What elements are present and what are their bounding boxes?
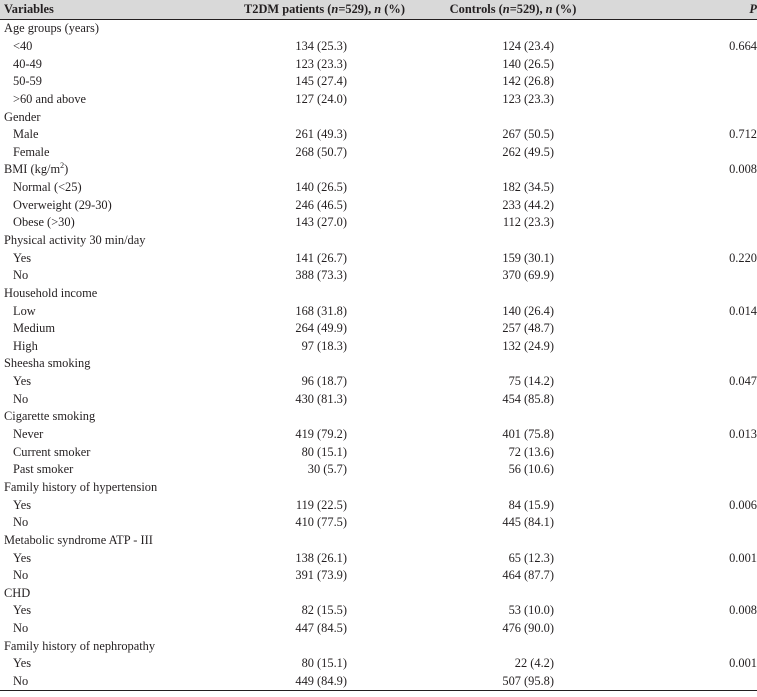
p-value-cell (627, 320, 757, 338)
variable-label: No (13, 674, 29, 689)
header-variables: Variables (0, 0, 244, 20)
variable-cell (0, 196, 244, 214)
variable-cell (0, 267, 244, 285)
header-t2dm-prefix: T2DM patients ( (244, 2, 332, 16)
controls-value-cell (399, 285, 627, 303)
t2dm-value-cell: 388 (73.3) (295, 268, 347, 283)
table-row-subcategory (0, 249, 757, 267)
table-row-subcategory (0, 443, 757, 461)
header-t2dm-suffix: (%) (381, 2, 405, 16)
variable-cell (0, 637, 244, 655)
variable-label: Male (13, 127, 39, 142)
p-value-cell (627, 585, 757, 603)
variable-label: Yes (13, 497, 32, 512)
variable-cell (0, 479, 244, 497)
controls-value-cell (399, 637, 627, 655)
t2dm-value-cell: 261 (49.3) (295, 127, 347, 142)
p-value-cell: 0.712 (729, 127, 757, 142)
p-value-cell: 0.014 (729, 303, 757, 318)
p-value-cell (627, 390, 757, 408)
t2dm-value-cell: 96 (18.7) (301, 374, 347, 389)
t2dm-value-cell: 246 (46.5) (295, 197, 347, 212)
table-row-subcategory (0, 143, 757, 161)
variable-label: No (13, 391, 29, 406)
header-controls (399, 0, 627, 20)
variable-label: Family history of hypertension (4, 479, 158, 494)
t2dm-value-cell (244, 108, 399, 126)
p-value-cell: 0.013 (729, 427, 757, 442)
table-row-subcategory (0, 461, 757, 479)
table-row-subcategory (0, 320, 757, 338)
table-row-subcategory (0, 514, 757, 532)
controls-value-cell: 476 (90.0) (502, 621, 554, 636)
variable-cell (0, 373, 244, 391)
p-value-cell (627, 637, 757, 655)
variable-label: Physical activity 30 min/day (4, 233, 146, 247)
variable-cell (0, 179, 244, 197)
t2dm-value-cell: 449 (84.9) (244, 673, 399, 691)
controls-value-cell: 123 (23.3) (502, 91, 554, 106)
variable-cell (0, 73, 244, 91)
t2dm-value-cell (244, 408, 399, 426)
t2dm-value-cell: 140 (26.5) (295, 180, 347, 195)
t2dm-value-cell (244, 232, 399, 250)
t2dm-value-cell: 80 (15.1) (301, 444, 347, 459)
variable-cell (0, 514, 244, 532)
variable-label: Metabolic syndrome ATP - III (4, 532, 153, 547)
t2dm-value-cell: 123 (23.3) (295, 56, 347, 71)
p-value-cell: 0.001 (729, 550, 757, 565)
t2dm-value-cell: 143 (27.0) (295, 215, 347, 230)
variable-label: Cigarette smoking (4, 409, 96, 424)
variable-cell (0, 214, 244, 232)
t2dm-value-cell: 119 (22.5) (295, 497, 347, 512)
table-row-category (0, 20, 757, 38)
variable-label: BMI (kg/m (4, 162, 61, 177)
t2dm-value-cell: 410 (77.5) (295, 515, 347, 530)
table-row-subcategory (0, 126, 757, 144)
controls-value-cell (399, 108, 627, 126)
variable-label: CHD (4, 585, 31, 600)
table-row-subcategory (0, 496, 757, 514)
controls-value-cell: 65 (12.3) (508, 550, 554, 565)
variable-cell (0, 585, 244, 603)
header-t2dm-n2: n (374, 2, 382, 16)
variable-cell (0, 161, 244, 179)
controls-value-cell: 84 (15.9) (508, 497, 554, 512)
p-value-cell (627, 532, 757, 550)
controls-value-cell: 112 (23.3) (502, 215, 554, 230)
controls-value-cell (399, 532, 627, 550)
table-row-subcategory (0, 38, 757, 56)
t2dm-value-cell: 138 (26.1) (295, 550, 347, 565)
header-controls-mid: =529), (509, 2, 546, 16)
p-value-cell (627, 108, 757, 126)
table-header-row (0, 0, 757, 20)
variable-cell (0, 20, 244, 38)
variable-label: No (13, 515, 29, 530)
variable-cell (0, 285, 244, 303)
variable-cell (0, 143, 244, 161)
p-value-cell (627, 338, 757, 356)
controls-value-cell: 56 (10.6) (508, 462, 554, 477)
variable-cell (0, 567, 244, 585)
header-controls-prefix: Controls ( (449, 2, 503, 16)
table-row-subcategory (0, 602, 757, 620)
variable-cell (0, 390, 244, 408)
variable-label: Overweight (29-30) (13, 197, 112, 212)
p-value-cell (627, 20, 757, 38)
controls-value-cell: 464 (87.7) (502, 568, 554, 583)
table-row-subcategory (0, 620, 757, 638)
variable-cell (0, 496, 244, 514)
table-row-subcategory (0, 73, 757, 91)
p-value-cell: 0.008 (729, 162, 757, 177)
table-row-subcategory (0, 338, 757, 356)
p-value-cell (627, 232, 757, 250)
controls-value-cell (399, 161, 627, 179)
variable-cell (0, 249, 244, 267)
t2dm-value-cell: 30 (5.7) (307, 462, 347, 477)
variable-label-end: ) (64, 162, 69, 177)
header-t2dm (244, 0, 405, 20)
p-value-cell (627, 443, 757, 461)
table-row-subcategory (0, 373, 757, 391)
variable-label: Current smoker (13, 444, 91, 459)
t2dm-value-cell: 82 (15.5) (301, 603, 347, 618)
t2dm-value-cell: 134 (25.3) (295, 38, 347, 53)
variable-label: <40 (13, 38, 33, 53)
variable-label: Sheesha smoking (4, 356, 91, 371)
controls-value-cell: 445 (84.1) (502, 515, 554, 530)
variable-cell (0, 549, 244, 567)
table-row-subcategory (0, 673, 757, 691)
variable-cell (0, 602, 244, 620)
table-row-subcategory (0, 302, 757, 320)
table-row-category (0, 408, 757, 426)
variable-cell (0, 461, 244, 479)
table-row-category (0, 479, 757, 497)
controls-value-cell: 75 (14.2) (508, 374, 554, 389)
t2dm-value-cell: 391 (73.9) (295, 568, 347, 583)
controls-value-cell: 159 (30.1) (502, 250, 554, 265)
header-t2dm-mid: =529), (338, 2, 375, 16)
t2dm-value-cell (244, 285, 399, 303)
variable-label: Gender (4, 109, 41, 124)
t2dm-value-cell: 264 (49.9) (295, 321, 347, 336)
t2dm-value-cell (244, 532, 399, 550)
controls-value-cell: 507 (95.8) (399, 673, 627, 691)
variable-label: Yes (13, 374, 32, 389)
t2dm-value-cell: 127 (24.0) (295, 91, 347, 106)
variable-cell (0, 655, 244, 673)
p-value-cell (627, 479, 757, 497)
t2dm-value-cell (244, 355, 399, 373)
variable-label: Obese (>30) (13, 215, 75, 230)
p-value-cell: 0.008 (729, 603, 757, 618)
variable-label: Yes (13, 603, 32, 618)
variable-label: >60 and above (13, 91, 87, 106)
controls-value-cell: 124 (23.4) (502, 38, 554, 53)
t2dm-value-cell (244, 161, 399, 179)
table-row-category (0, 108, 757, 126)
header-controls-n: n (502, 2, 510, 16)
controls-value-cell: 142 (26.8) (502, 74, 554, 89)
variable-label: Normal (<25) (13, 180, 82, 195)
variable-label: Family history of nephropathy (4, 638, 156, 653)
variable-label: Age groups (years) (4, 21, 99, 36)
variable-label: Yes (13, 656, 32, 671)
p-value-cell (627, 620, 757, 638)
variable-label: Yes (13, 550, 32, 565)
table-body (0, 20, 757, 691)
table-row-category (0, 232, 757, 250)
controls-value-cell: 262 (49.5) (502, 144, 554, 159)
header-p-value: P (627, 0, 757, 20)
p-value-cell (627, 55, 757, 73)
controls-value-cell (399, 408, 627, 426)
variable-cell (0, 232, 244, 250)
variable-cell (0, 91, 244, 109)
t2dm-value-cell: 80 (15.1) (301, 656, 347, 671)
table-row-subcategory (0, 655, 757, 673)
controls-value-cell: 53 (10.0) (508, 603, 554, 618)
t2dm-value-cell: 430 (81.3) (295, 391, 347, 406)
variable-cell (0, 108, 244, 126)
variable-label: No (13, 621, 29, 636)
table-row-subcategory (0, 426, 757, 444)
p-value-cell (627, 355, 757, 373)
t2dm-value-cell (244, 585, 399, 603)
controls-value-cell: 267 (50.5) (502, 127, 554, 142)
controls-value-cell: 257 (48.7) (502, 321, 554, 336)
t2dm-value-cell (244, 637, 399, 655)
table-row-category (0, 637, 757, 655)
controls-value-cell: 182 (34.5) (502, 180, 554, 195)
t2dm-value-cell: 419 (79.2) (295, 427, 347, 442)
variable-label: Past smoker (13, 462, 74, 477)
table-row-subcategory (0, 567, 757, 585)
p-value-cell (627, 408, 757, 426)
variable-cell (0, 55, 244, 73)
variable-label: Household income (4, 285, 98, 300)
header-t2dm-n: n (331, 2, 339, 16)
variable-cell (0, 355, 244, 373)
p-value-cell (627, 143, 757, 161)
t2dm-value-cell: 97 (18.3) (301, 338, 347, 353)
p-value-cell: 0.664 (729, 38, 757, 53)
variable-cell (0, 443, 244, 461)
variable-cell (0, 408, 244, 426)
header-controls-n2: n (545, 2, 553, 16)
variable-label: Never (13, 427, 44, 442)
controls-value-cell (399, 20, 627, 38)
p-value-cell (627, 285, 757, 303)
p-value-cell: 0.047 (729, 374, 757, 389)
variable-label: 50-59 (13, 74, 42, 89)
controls-value-cell (399, 585, 627, 603)
variable-label: No (13, 568, 29, 583)
variable-cell (0, 426, 244, 444)
t2dm-value-cell: 168 (31.8) (295, 303, 347, 318)
p-value-cell: 0.001 (729, 656, 757, 671)
p-value-cell (627, 214, 757, 232)
variable-label: Medium (13, 321, 55, 336)
variable-label: Low (13, 303, 36, 318)
variable-cell (0, 673, 244, 691)
table-row-category (0, 285, 757, 303)
table-row-subcategory (0, 267, 757, 285)
table-row-subcategory (0, 549, 757, 567)
p-value-cell (627, 179, 757, 197)
variable-label: Female (13, 144, 50, 159)
variable-cell (0, 320, 244, 338)
p-value-cell: 0.220 (729, 250, 757, 265)
t2dm-value-cell: 145 (27.4) (295, 74, 347, 89)
p-value-cell (627, 196, 757, 214)
variable-cell (0, 620, 244, 638)
p-value-cell (627, 673, 757, 691)
variable-cell (0, 302, 244, 320)
controls-value-cell: 132 (24.9) (502, 338, 554, 353)
controls-value-cell: 401 (75.8) (502, 427, 554, 442)
p-value-cell (627, 567, 757, 585)
t2dm-value-cell: 268 (50.7) (295, 144, 347, 159)
p-value-cell (627, 73, 757, 91)
controls-value-cell: 140 (26.4) (502, 303, 554, 318)
table-row-subcategory (0, 214, 757, 232)
variable-label: No (13, 268, 29, 283)
variable-cell (0, 532, 244, 550)
variable-superscript: 2 (60, 161, 65, 171)
table-row-category (0, 532, 757, 550)
t2dm-value-cell: 141 (26.7) (295, 250, 347, 265)
controls-value-cell: 72 (13.6) (508, 444, 554, 459)
controls-value-cell (399, 479, 627, 497)
table-row-subcategory (0, 196, 757, 214)
controls-value-cell: 454 (85.8) (502, 391, 554, 406)
t2dm-value-cell (244, 20, 399, 38)
table-row-subcategory (0, 179, 757, 197)
table-row-category (0, 355, 757, 373)
table-row-subcategory (0, 91, 757, 109)
table-row-subcategory (0, 55, 757, 73)
p-value-cell: 0.006 (729, 497, 757, 512)
p-value-cell (627, 91, 757, 109)
p-value-cell (627, 267, 757, 285)
variable-cell (0, 126, 244, 144)
controls-value-cell (399, 232, 627, 250)
header-controls-suffix: (%) (552, 2, 577, 16)
controls-value-cell (399, 355, 627, 373)
controls-value-cell: 233 (44.2) (502, 197, 554, 212)
controls-value-cell: 140 (26.5) (502, 56, 554, 71)
p-value-cell (627, 461, 757, 479)
controls-value-cell: 22 (4.2) (514, 656, 554, 671)
variable-label: 40-49 (13, 56, 42, 71)
variable-label: Yes (13, 250, 32, 265)
t2dm-value-cell (244, 479, 399, 497)
table-row-subcategory (0, 390, 757, 408)
controls-value-cell: 370 (69.9) (502, 268, 554, 283)
table-row-category (0, 585, 757, 603)
variable-cell (0, 338, 244, 356)
variable-label: High (13, 338, 38, 353)
table-row-category (0, 161, 757, 179)
t2dm-value-cell: 447 (84.5) (295, 621, 347, 636)
p-value-cell (627, 514, 757, 532)
variable-cell (0, 38, 244, 56)
